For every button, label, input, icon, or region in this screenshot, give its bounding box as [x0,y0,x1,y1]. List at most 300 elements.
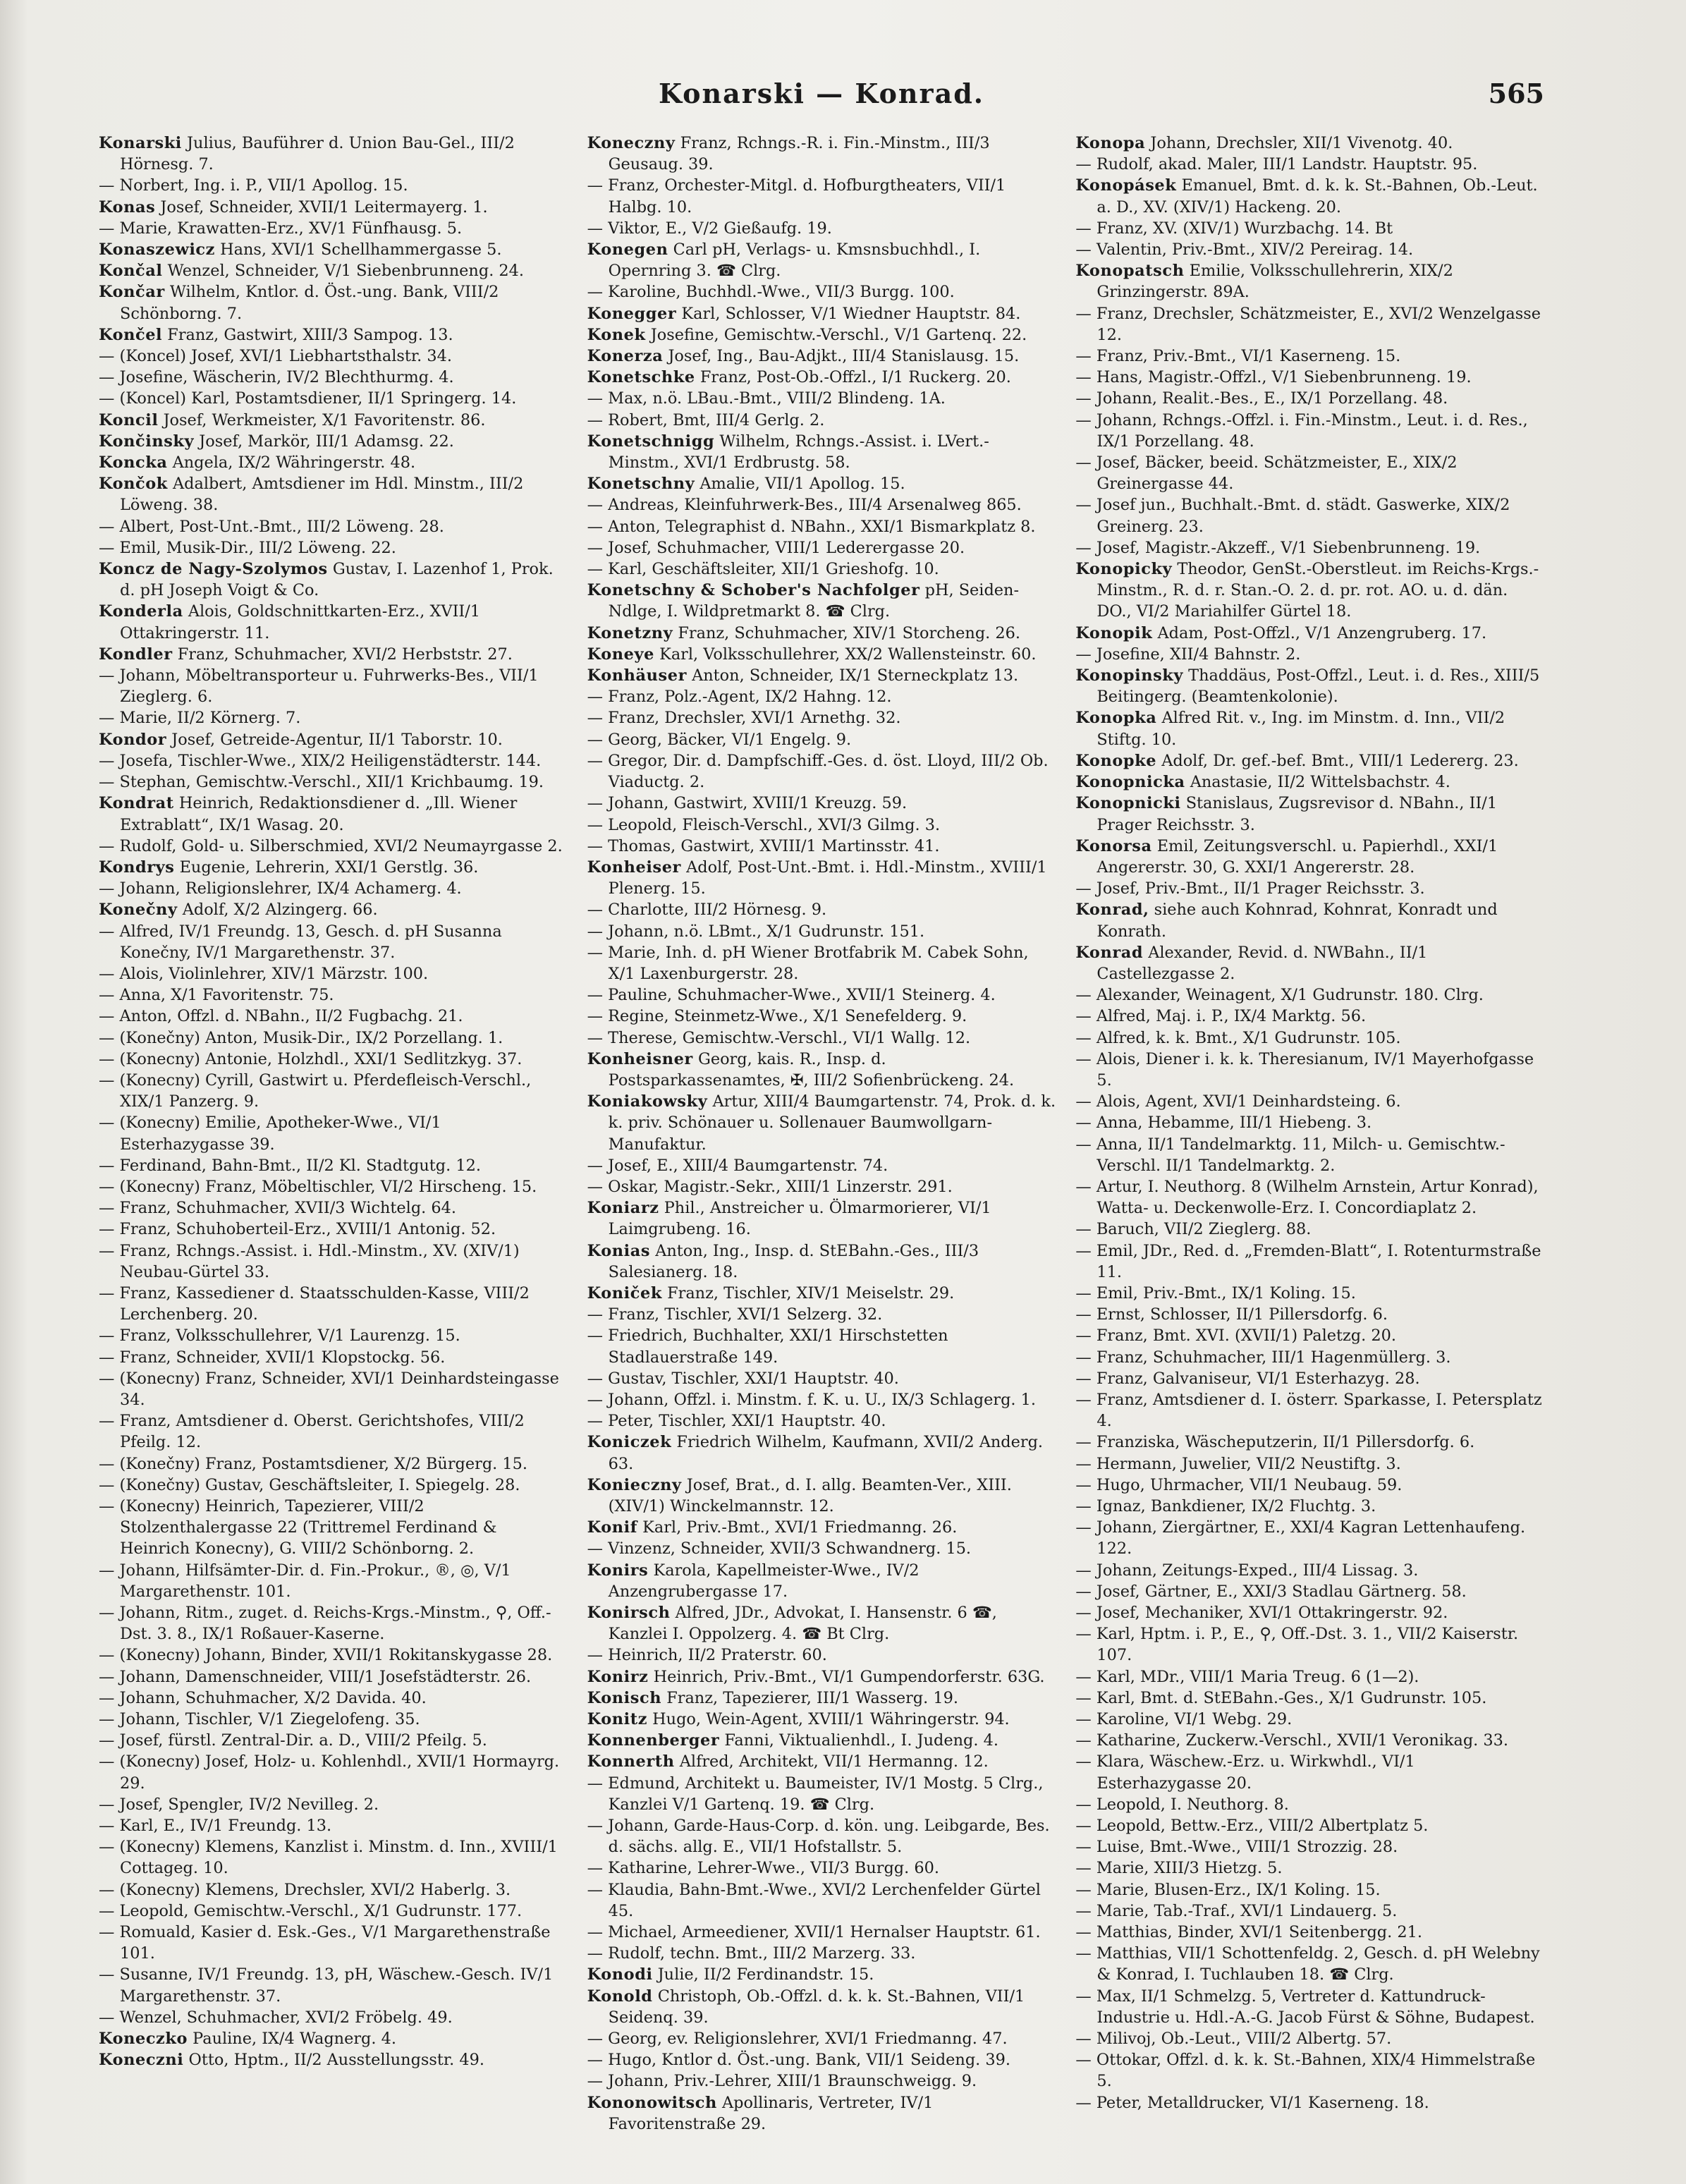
entry-text: — Karl, Geschäftsleiter, XII/1 Grieshofg. 10. [587,560,939,579]
entry-text: — (Konecny) Klemens, Drechsler, XVI/2 Haberlg. 3. [99,1880,511,1899]
directory-entry [99,1325,568,1346]
directory-entry [1075,1304,1544,1325]
entry-text: Emilie, Volksschullehrerin, XIX/2 Grinzingerstr. 89A. [1096,262,1453,302]
directory-entry [587,133,1056,175]
directory-entry [99,1645,568,1666]
directory-entry [587,1389,1056,1410]
directory-entry [99,175,568,196]
directory-entry [587,2070,1056,2092]
entry-text: Phil., Anstreicher u. Ölmarmorierer, VI/1 Laimgrubeng. 16. [608,1199,991,1239]
entry-text: Karl, Volksschullehrer, XX/2 Wallensteinstr. 60. [659,645,1037,664]
entry-text: Josef, Getreide-Agentur, II/1 Taborstr. 10. [171,730,503,749]
entry-text: — Franz, Volksschullehrer, V/1 Laurenzg. 15. [99,1326,460,1346]
directory-entry [1075,836,1544,878]
directory-entry [99,431,568,452]
directory-entry [587,1709,1056,1730]
entry-text: Josef, Markör, III/1 Adamsg. 22. [199,432,454,451]
directory-entry [1075,1368,1544,1389]
directory-entry [1075,346,1544,367]
entry-text: Alfred, Architekt, VII/1 Hermanng. 12. [679,1752,989,1771]
entry-text: — Alexander, Weinagent, X/1 Gudrunstr. 180. Clrg. [1075,986,1484,1005]
directory-entry [99,707,568,728]
directory-entry [99,899,568,920]
directory-entry [587,921,1056,942]
entry-text: Franz, Tischler, XIV/1 Meiselstr. 29. [667,1283,955,1303]
entry-text: Pauline, IX/4 Wagnerg. 4. [193,2030,396,2049]
entry-text: Anastasie, II/2 Wittelsbachstr. 4. [1190,773,1450,792]
directory-entry [1075,1049,1544,1091]
entry-text: — Therese, Gemischtw.-Verschl., VI/1 Wallg. 12. [587,1028,971,1047]
directory-entry [587,1986,1056,2028]
entry-text: Stanislaus, Zugsrevisor d. NBahn., II/1 Prager Reichsstr. 3. [1096,794,1498,834]
entry-text: Thaddäus, Post-Offzl., Leut. i. d. Res., XIII/5 Beitingerg. (Beamtenkolonie). [1096,666,1540,707]
entry-surname: Konodi [587,1965,653,1984]
entry-text: Heinrich, Priv.-Bmt., VI/1 Gumpendorferstr. 63G. [653,1667,1045,1686]
entry-text: — Peter, Tischler, XXI/1 Hauptstr. 40. [587,1412,886,1431]
entry-text: — (Konecny) Emilie, Apotheker-Wwe., VI/1 Esterhazygasse 39. [99,1114,441,1154]
directory-entry [99,324,568,346]
directory-entry [99,1112,568,1154]
directory-entry [1075,1581,1544,1602]
entry-text: Wenzel, Schneider, V/1 Siebenbrunneng. 24. [167,262,525,281]
directory-entry [587,303,1056,324]
directory-entry [1075,410,1544,452]
entry-text: Friedrich Wilhelm, Kaufmann, XVII/2 Anderg. 63. [608,1433,1044,1473]
entry-text: — Ignaz, Bankdiener, IX/2 Fluchtg. 3. [1075,1497,1376,1515]
directory-entry [587,665,1056,686]
directory-entry [1075,1922,1544,1943]
entry-text: Apollinaris, Vertreter, IV/1 Favoritenstraße 29. [608,2093,934,2133]
entry-text: — (Konečny) Franz, Postamtsdiener, X/2 Bürgerg. 15. [99,1454,528,1473]
directory-entry [99,665,568,707]
entry-text: — Gregor, Dir. d. Dampfschiff.-Ges. d. öst. Lloyd, III/2 Ob. Viaductg. 2. [587,751,1049,792]
directory-entry [587,1176,1056,1197]
directory-entry [99,771,568,793]
directory-entry [587,750,1056,793]
entry-surname: Koncz de Nagy-Szolymos [99,560,328,579]
entry-text: — Rudolf, Gold- u. Silberschmied, XVI/2 Neumayrgasse 2. [99,836,563,855]
directory-entry [1075,1794,1544,1815]
directory-column [1075,133,1544,2149]
entry-text: — Georg, Bäcker, VI/1 Engelg. 9. [587,730,852,749]
entry-surname: Konaszewicz [99,240,215,260]
entry-surname: Konderla [99,602,183,621]
entry-text: — Leopold, Bettw.-Erz., VIII/2 Albertplatz 5. [1075,1817,1429,1836]
directory-entry [587,1410,1056,1432]
directory-entry [587,1304,1056,1325]
directory-entry [99,1922,568,1964]
entry-text: — Hugo, Uhrmacher, VII/1 Neubaug. 59. [1075,1475,1403,1494]
directory-entry [99,1240,568,1283]
entry-text: — Luise, Bmt.-Wwe., VIII/1 Strozzig. 28. [1075,1838,1398,1857]
entry-text: — Klaudia, Bahn-Bmt.-Wwe., XVI/2 Lerchenfelder Gürtel 45. [587,1880,1041,1920]
entry-surname: Konetschnigg [587,432,715,451]
entry-text: — Johann, Priv.-Lehrer, XIII/1 Braunschweigg. 9. [587,2072,977,2091]
directory-entry [1075,1432,1544,1453]
directory-entry [587,686,1056,707]
directory-entry [1075,1879,1544,1901]
entry-text: — Gustav, Tischler, XXI/1 Hauptstr. 40. [587,1369,899,1388]
directory-entry [1075,793,1544,835]
entry-text: — Franz, Drechsler, Schätzmeister, E., XVI/2 Wenzelgasse 12. [1075,304,1541,344]
entry-text: — Johann, Tischler, V/1 Ziegelofeng. 35. [99,1710,420,1729]
directory-entry [587,410,1056,431]
entry-text: Julie, II/2 Ferdinandstr. 15. [657,1965,874,1984]
entry-surname: Koneye [587,645,654,664]
entry-surname: Konas [99,197,156,216]
entry-text: Josef, Schneider, XVII/1 Leitermayerg. 1. [160,197,488,216]
entry-text: — Anton, Offzl. d. NBahn., II/2 Fugbachg. 21. [99,1007,463,1026]
directory-entry [1075,1325,1544,1346]
entry-text: — Alfred, Maj. i. P., IX/4 Marktg. 56. [1075,1007,1367,1026]
entry-text: — Franz, XV. (XIV/1) Wurzbachg. 14. Bt [1075,219,1393,238]
entry-text: Karola, Kapellmeister-Wwe., IV/2 Anzengrubergasse 17. [608,1561,920,1601]
entry-text: — Johann, Religionslehrer, IX/4 Achamerg. 4. [99,879,462,898]
entry-text: — Johann, Offzl. i. Minstm. f. K. u. U., IX/3 Schlagerg. 1. [587,1390,1037,1409]
entry-surname: Konnerth [587,1752,675,1771]
entry-text: Adolf, Post-Unt.-Bmt. i. Hdl.-Minstm., XVIII/1 Plenerg. 15. [608,858,1047,898]
entry-surname: Konopik [1075,623,1153,642]
directory-entry [587,1475,1056,1517]
entry-surname: Konirsch [587,1604,671,1623]
entry-text: — Norbert, Ing. i. P., VII/1 Apollog. 15. [99,176,408,195]
entry-text: — (Konecny) Heinrich, Tapezierer, VIII/2 Stolzenthalergasse 22 (Trittremel Ferdinand & Heinrich Konecny), G. VIII/2 Schönborng. 2. [99,1497,497,1558]
entry-text: — Oskar, Magistr.-Sekr., XIII/1 Linzerstr. 291. [587,1177,953,1196]
entry-surname: Končok [99,475,168,494]
entry-text: — Josef, Magistr.-Akzeff., V/1 Siebenbrunneng. 19. [1075,538,1481,557]
directory-entry [99,1070,568,1112]
directory-entry [587,793,1056,814]
entry-text: — Alfred, IV/1 Freundg. 13, Gesch. d. pH Susanna Konečny, IV/1 Margarethenstr. 37. [99,922,502,962]
directory-entry [1075,1602,1544,1623]
entry-text: — Max, II/1 Schmelzg. 5, Vertreter d. Kattundruck-Industrie u. Hdl.-A.-G. Jacob Fürst & Söhne, Budapest. [1075,1987,1535,2027]
entry-text: — Johann, Garde-Haus-Corp. d. kön. ung. Leibgarde, Bes. d. sächs. allg. E., VII/1 Hofstallstr. 5. [587,1817,1050,1857]
directory-entry [1075,239,1544,260]
entry-text: — Karl, E., IV/1 Freundg. 13. [99,1817,332,1836]
directory-entry [99,1560,568,1602]
directory-entry [587,1922,1056,1943]
directory-entry [587,516,1056,537]
directory-entry [587,815,1056,836]
entry-surname: Konetschny & Schober's Nachfolger [587,581,920,600]
entry-text: — Hermann, Juwelier, VII/2 Neustiftg. 3. [1075,1454,1401,1473]
entry-text: — Marie, Krawatten-Erz., XV/1 Fünfhausg. 5. [99,219,463,238]
directory-entry [587,1815,1056,1857]
directory-entry [1075,1901,1544,1922]
entry-text: Adolf, Dr. gef.-bef. Bmt., VIII/1 Ledererg. 23. [1161,751,1519,770]
directory-entry [1075,1730,1544,1751]
directory-entry [587,707,1056,728]
entry-text: — Franz, Galvaniseur, VI/1 Esterhazyg. 28. [1075,1369,1420,1388]
entry-surname: Konisch [587,1688,662,1707]
entry-text: Adalbert, Amtsdiener im Hdl. Minstm., III/2 Löweng. 38. [120,475,524,515]
directory-entry [99,1666,568,1688]
entry-text: Franz, Post-Ob.-Offzl., I/1 Ruckerg. 20. [700,368,1011,387]
entry-text: — Hugo, Kntlor d. Öst.-ung. Bank, VII/1 Seideng. 39. [587,2051,1011,2070]
entry-text: — Josef, Mechaniker, XVI/1 Ottakringerstr. 92. [1075,1604,1448,1623]
entry-text: — Josef, Spengler, IV/2 Nevilleg. 2. [99,1795,379,1814]
directory-entry [1075,1219,1544,1240]
entry-text: — Franz, Priv.-Bmt., VI/1 Kaserneng. 15. [1075,347,1401,366]
entry-text: — Johann, Hilfsämter-Dir. d. Fin.-Prokur., ®, ◎, V/1 Margarethenstr. 101. [99,1561,511,1601]
entry-text: — Katharine, Zuckerw.-Verschl., XVII/1 Veronikag. 33. [1075,1731,1509,1750]
entry-text: Anton, Ing., Insp. d. StEBahn.-Ges., III/3 Salesianerg. 18. [608,1241,979,1281]
entry-surname: Konek [587,325,646,344]
entry-text: — Albert, Post-Unt.-Bmt., III/2 Löweng. 28. [99,517,444,536]
entry-text: Alexander, Revid. d. NWBahn., II/1 Castellezgasse 2. [1096,943,1428,983]
directory-entry [1075,1836,1544,1857]
entry-text: — Alfred, k. k. Bmt., X/1 Gudrunstr. 105. [1075,1028,1401,1047]
directory-entry [99,1368,568,1410]
entry-text: — Franz, Schuhmacher, III/1 Hagenmüllerg. 3. [1075,1348,1451,1367]
entry-text: — Artur, I. Neuthorg. 8 (Wilhelm Arnstein, Artur Konrad), Watta- u. Deckenwolle-Erz. I. Concordiaplatz 2. [1075,1177,1539,1218]
directory-entry [587,1283,1056,1304]
entry-text: — Josef, E., XIII/4 Baumgartenstr. 74. [587,1156,888,1175]
entry-text: — Andreas, Kleinfuhrwerk-Bes., III/4 Arsenalweg 865. [587,496,1022,515]
directory-entry [1075,623,1544,644]
directory-entry [587,324,1056,346]
entry-text: Adam, Post-Offzl., V/1 Anzengruberg. 17. [1157,623,1487,642]
directory-entry [99,2028,568,2049]
entry-text: — Michael, Armeediener, XVII/1 Hernalser Hauptstr. 61. [587,1923,1041,1942]
entry-text: — Marie, Blusen-Erz., IX/1 Koling. 15. [1075,1880,1381,1899]
directory-entry [587,836,1056,857]
directory-entry [99,750,568,771]
entry-surname: Konopnicki [1075,794,1181,813]
entry-text: — Franz, Schuhoberteil-Erz., XVIII/1 Antonig. 52. [99,1220,496,1239]
entry-surname: Kondler [99,645,173,664]
directory-entry [99,1751,568,1793]
directory-entry [1075,644,1544,665]
directory-column [587,133,1056,2149]
directory-entry [1075,1006,1544,1027]
directory-entry [99,644,568,665]
entry-text: — Karl, Hptm. i. P., E., ⚲, Off.-Dst. 3. 1., VII/2 Kaiserstr. 107. [1075,1625,1519,1665]
directory-entry [99,239,568,260]
entry-text: Christoph, Ob.-Offzl. d. k. k. St.-Bahnen, VII/1 Seidenq. 39. [608,1987,1025,2027]
entry-text: — Matthias, VII/1 Schottenfeldg. 2, Gesch. d. pH Welebny & Konrad, I. Tuchlauben 18. ☎ Clrg. [1075,1944,1540,1984]
directory-entry [1075,2049,1544,2092]
directory-entry [99,1049,568,1070]
entry-surname: Konetzny [587,623,673,642]
entry-text: — Matthias, Binder, XVI/1 Seitenbergg. 21. [1075,1923,1422,1942]
entry-text: Hugo, Wein-Agent, XVIII/1 Währingerstr. 94. [652,1710,1010,1729]
entry-surname: Konitz [587,1710,648,1729]
entry-text: — Marie, Inh. d. pH Wiener Brotfabrik M. Cabek Sohn, X/1 Laxenburgerstr. 28. [587,943,1029,983]
directory-entry [587,239,1056,281]
entry-text: — Johann, Schuhmacher, X/2 Davida. 40. [99,1688,427,1707]
entry-text: — Baruch, VII/2 Zieglerg. 88. [1075,1220,1312,1239]
directory-entry [99,1794,568,1815]
entry-surname: Konirz [587,1667,649,1686]
directory-entry [1075,175,1544,217]
entry-text: — Milivoj, Ob.-Leut., VIII/2 Albertg. 57. [1075,2030,1392,2049]
directory-entry [587,281,1056,303]
directory-entry [587,1964,1056,1985]
entry-surname: Končal [99,262,163,281]
entry-surname: Konopicky [1075,560,1173,579]
entry-text: Emil, Zeitungsverschl. u. Papierhdl., XXI/1 Angererstr. 30, G. XXI/1 Angererstr. 28. [1096,836,1498,877]
entry-text: Wilhelm, Rchngs.-Assist. i. LVert.-Minstm., XVI/1 Erdbrustg. 58. [608,432,989,472]
entry-text: — Karl, MDr., VIII/1 Maria Treug. 6 (1—2). [1075,1667,1419,1686]
entry-surname: Koniarz [587,1199,659,1218]
entry-text: Gustav, I. Lazenhof 1, Prok. d. pH Joseph Voigt & Co. [120,560,554,600]
entry-text: — Leopold, Fleisch-Verschl., XVI/3 Gilmg. 3. [587,815,941,834]
directory-entry [1075,1751,1544,1793]
entry-text: — Franz, Amtsdiener d. Oberst. Gerichtshofes, VIII/2 Pfeilg. 12. [99,1412,525,1452]
directory-entry [587,175,1056,217]
entry-text: Angela, IX/2 Währingerstr. 48. [172,453,416,472]
directory-entry [1075,559,1544,623]
entry-text: — Marie, XIII/3 Hietzg. 5. [1075,1859,1283,1878]
directory-entry [99,516,568,537]
directory-entry [587,2049,1056,2070]
entry-text: — Romuald, Kasier d. Esk.-Ges., V/1 Margarethenstraße 101. [99,1923,551,1963]
entry-text: — Ernst, Schlosser, II/1 Pillersdorfg. 6. [1075,1305,1388,1324]
directory-entry [99,1197,568,1219]
entry-text: — Leopold, Gemischtw.-Verschl., X/1 Gudrunstr. 177. [99,1901,523,1920]
entry-text: Josef, Werkmeister, X/1 Favoritenstr. 86. [163,410,486,429]
entry-text: — Karoline, Buchhdl.-Wwe., VII/3 Burgg. 100. [587,283,955,302]
entry-text: — Vinzenz, Schneider, XVII/3 Schwandnerg. 15. [587,1539,972,1558]
entry-surname: Konrad, [1075,901,1149,920]
directory-entry [587,729,1056,750]
directory-entry [1075,388,1544,409]
directory-entry [1075,984,1544,1006]
entry-surname: Konopásek [1075,176,1177,195]
entry-surname: Končel [99,325,163,344]
directory-entry [1075,2028,1544,2049]
entry-text: — Karl, Bmt. d. StEBahn.-Ges., X/1 Gudrunstr. 105. [1075,1688,1487,1707]
entry-text: Fanni, Viktualienhdl., I. Judeng. 4. [724,1731,998,1750]
directory-entry [99,133,568,175]
directory-column [99,133,568,2149]
entry-text: Heinrich, Redaktionsdiener d. „Ill. Wiener Extrablatt“, IX/1 Wasag. 20. [120,794,518,834]
entry-text: — Thomas, Gastwirt, XVIII/1 Martinsstr. 41. [587,836,940,855]
directory-entry [1075,1112,1544,1133]
entry-text: — Josef jun., Buchhalt.-Bmt. d. städt. Gaswerke, XIX/2 Greinerg. 23. [1075,496,1510,536]
directory-entry [99,473,568,516]
entry-text: Alois, Goldschnittkarten-Erz., XVII/1 Ottakringerstr. 11. [120,602,481,642]
directory-entry [99,1879,568,1901]
directory-entry [587,623,1056,644]
entry-text: — Franz, Schneider, XVII/1 Klopstockg. 56. [99,1348,446,1367]
directory-entry [1075,771,1544,793]
directory-entry [1075,1623,1544,1666]
directory-entry [99,1027,568,1049]
entry-text: — Franz, Drechsler, XVI/1 Arnethg. 32. [587,709,901,728]
directory-entry [587,1325,1056,1367]
entry-surname: Konnenberger [587,1731,720,1750]
directory-entry [587,644,1056,665]
entry-text: — (Konecny) Johann, Binder, XVII/1 Rokitanskygasse 28. [99,1646,553,1665]
directory-entry [99,921,568,963]
entry-text: Franz, Rchngs.-R. i. Fin.-Minstm., III/3 Geusaug. 39. [608,134,990,174]
entry-text: — Wenzel, Schuhmacher, XVI/2 Fröbelg. 49. [99,2008,453,2027]
directory-entry [587,494,1056,516]
entry-surname: Koneczny [587,134,676,152]
entry-surname: Konetschke [587,368,695,387]
directory-entry [99,601,568,643]
entry-text: — Georg, ev. Religionslehrer, XVI/1 Friedmanng. 47. [587,2030,1008,2049]
entry-text: — Johann, Rchngs.-Offzl. i. Fin.-Minstm., Leut. i. d. Res., IX/1 Porzellang. 48. [1075,410,1528,451]
directory-entry [99,836,568,857]
entry-text: — Max, n.ö. LBau.-Bmt., VIII/2 Blindeng. 1A. [587,389,946,408]
entry-text: Anton, Schneider, IX/1 Sterneckplatz 13. [692,666,1019,685]
directory-entry [587,1602,1056,1645]
directory-entry [587,2092,1056,2135]
directory-entry [1075,367,1544,388]
directory-entry [587,857,1056,899]
entry-text: — Viktor, E., V/2 Gießaufg. 19. [587,219,832,238]
directory-entry [99,367,568,388]
directory-entry [99,1496,568,1560]
entry-text: — (Konecny) Josef, Holz- u. Kohlenhdl., XVII/1 Hormayrg. 29. [99,1752,560,1793]
entry-text: — Friedrich, Buchhalter, XXI/1 Hirschstetten Stadlauerstraße 149. [587,1326,948,1367]
directory-entry [1075,1347,1544,1368]
entry-text: Franz, Schuhmacher, XVI/2 Herbststr. 27. [177,645,513,664]
entry-text: — Josefine, XII/4 Bahnstr. 2. [1075,645,1301,664]
entry-surname: Končar [99,283,165,302]
directory-entry [99,793,568,835]
entry-surname: Konrad [1075,943,1144,962]
entry-surname: Konirs [587,1561,649,1580]
entry-text: — Anna, II/1 Tandelmarktg. 11, Milch- u. Gemischtw.-Verschl. II/1 Tandelmarktg. 2. [1075,1135,1505,1175]
entry-text: — Alois, Diener i. k. k. Theresianum, IV/1 Mayerhofgasse 5. [1075,1049,1534,1090]
directory-entry [1075,878,1544,899]
entry-text: — Hans, Magistr.-Offzl., V/1 Siebenbrunneng. 19. [1075,368,1472,387]
directory-entry [587,1432,1056,1474]
directory-entry [1075,1134,1544,1176]
directory-entry [1075,707,1544,750]
entry-text: — Josef, Gärtner, E., XXI/3 Stadlau Gärtnerg. 58. [1075,1582,1467,1601]
entry-surname: Konheisner [587,1049,693,1068]
entry-text: — (Koncel) Josef, XVI/1 Liebhartsthalstr. 34. [99,347,452,366]
entry-text: — Marie, Tab.-Traf., XVI/1 Lindauerg. 5. [1075,1901,1398,1920]
directory-entry [587,1751,1056,1772]
entry-surname: Konarski [99,134,182,152]
entry-text: — Katharine, Lehrer-Wwe., VII/3 Burgg. 60. [587,1859,939,1878]
directory-entry [1075,452,1544,494]
directory-entry [1075,1560,1544,1581]
entry-text: — Johann, Ziergärtner, E., XXI/4 Kagran Lettenhaufeng. 122. [1075,1518,1526,1558]
directory-entry [1075,1688,1544,1709]
directory-entry [587,1517,1056,1538]
entry-text: — (Konečny) Anton, Musik-Dir., IX/2 Porzellang. 1. [99,1028,503,1047]
entry-surname: Koneczko [99,2030,188,2049]
directory-entry [1075,494,1544,537]
entry-text: — Rudolf, akad. Maler, III/1 Landstr. Hauptstr. 95. [1075,155,1478,174]
entry-text: — Anna, X/1 Favoritenstr. 75. [99,986,334,1005]
entry-surname: Konerza [587,347,664,366]
entry-text: Karl, Schlosser, V/1 Wiedner Hauptstr. 84. [681,304,1021,323]
entry-text: — Josef, Priv.-Bmt., II/1 Prager Reichsstr. 3. [1075,879,1425,898]
directory-entry [99,1730,568,1751]
directory-entry [587,1368,1056,1389]
entry-text: Franz, Schuhmacher, XIV/1 Storcheng. 26. [678,623,1021,642]
running-head: Konarski — Konrad. [658,78,985,109]
directory-entry [1075,1517,1544,1559]
entry-surname: Konopke [1075,751,1157,770]
directory-entry [587,1730,1056,1751]
directory-entry [99,1815,568,1836]
entry-text: — Regine, Steinmetz-Wwe., X/1 Senefelderg. 9. [587,1007,967,1026]
directory-entry [99,388,568,409]
entry-text: Josefine, Gemischtw.-Verschl., V/1 Gartenq. 22. [650,325,1027,344]
entry-surname: Konegen [587,240,668,260]
entry-text: — Ottokar, Offzl. d. k. k. St.-Bahnen, XIX/4 Himmelstraße 5. [1075,2051,1536,2091]
directory-entry [587,537,1056,559]
